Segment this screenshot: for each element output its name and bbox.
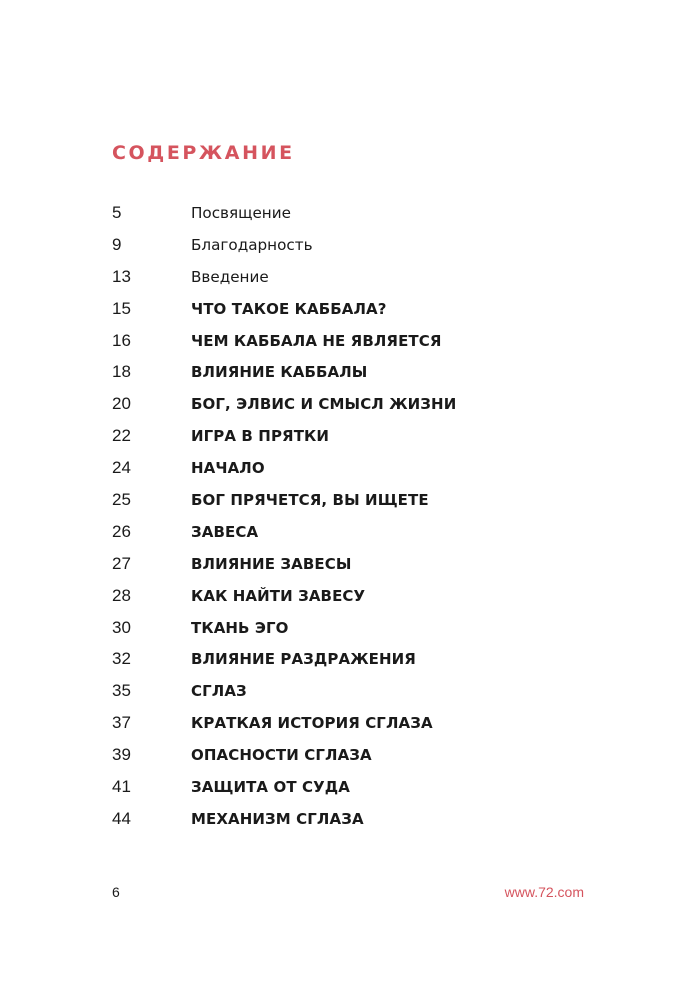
toc-entry bbox=[112, 548, 612, 580]
toc-page-number: 28 bbox=[112, 585, 131, 605]
toc-entry bbox=[112, 707, 612, 739]
toc-entry bbox=[112, 261, 612, 293]
toc-page-number: 25 bbox=[112, 490, 131, 510]
toc-page-number: 32 bbox=[112, 649, 131, 669]
toc-title: ЧЕМ КАББАЛА НЕ ЯВЛЯЕТСЯ bbox=[191, 331, 442, 350]
toc-entry bbox=[112, 229, 612, 261]
toc-entry bbox=[112, 325, 612, 357]
toc-page-number: 20 bbox=[112, 394, 131, 414]
toc-title: НАЧАЛО bbox=[191, 459, 265, 478]
toc-title: КРАТКАЯ ИСТОРИЯ СГЛАЗА bbox=[191, 714, 433, 733]
toc-title: ИГРА В ПРЯТКИ bbox=[191, 427, 330, 446]
toc-title: КАК НАЙТИ ЗАВЕСУ bbox=[191, 586, 366, 605]
toc-entry bbox=[112, 420, 612, 452]
toc-entry bbox=[112, 803, 612, 835]
toc-entry bbox=[112, 452, 612, 484]
toc-title: ВЛИЯНИЕ РАЗДРАЖЕНИЯ bbox=[191, 650, 416, 669]
toc-title: Благодарность bbox=[191, 235, 313, 254]
toc-entry bbox=[112, 739, 612, 771]
toc-entry bbox=[112, 580, 612, 612]
toc-title: ВЛИЯНИЕ ЗАВЕСЫ bbox=[191, 554, 352, 573]
toc-entry bbox=[112, 612, 612, 644]
toc-page-number: 44 bbox=[112, 808, 131, 828]
toc-page-number: 30 bbox=[112, 617, 131, 637]
toc-page-number: 39 bbox=[112, 745, 131, 765]
toc-page-number: 13 bbox=[112, 266, 131, 286]
toc-entry bbox=[112, 516, 612, 548]
toc-page-number: 24 bbox=[112, 458, 131, 478]
footer-url-link[interactable]: www.72.com bbox=[504, 884, 584, 900]
toc-title: Введение bbox=[191, 267, 269, 286]
toc-entry bbox=[112, 388, 612, 420]
toc-title: БОГ ПРЯЧЕТСЯ, ВЫ ИЩЕТЕ bbox=[191, 491, 429, 510]
toc-title: ЗАВЕСА bbox=[191, 522, 259, 541]
footer-page-number: 6 bbox=[112, 884, 120, 900]
toc-title: ОПАСНОСТИ СГЛАЗА bbox=[191, 746, 372, 765]
toc-title: Посвящение bbox=[191, 204, 291, 222]
page-title: СОДЕРЖАНИЕ bbox=[112, 142, 295, 164]
toc-page-number: 16 bbox=[112, 330, 131, 350]
toc-page-number: 27 bbox=[112, 553, 131, 573]
toc-page-number: 26 bbox=[112, 521, 131, 541]
toc-title: БОГ, ЭЛВИС И СМЫСЛ ЖИЗНИ bbox=[191, 395, 457, 414]
toc-page-number: 22 bbox=[112, 426, 131, 446]
toc-title: МЕХАНИЗМ СГЛАЗА bbox=[191, 809, 364, 828]
toc-entry bbox=[112, 771, 612, 803]
toc-page-number: 15 bbox=[112, 298, 131, 318]
toc-entry bbox=[112, 293, 612, 325]
toc-page-number: 41 bbox=[112, 777, 131, 797]
toc-entry bbox=[112, 643, 612, 675]
toc-page-number: 18 bbox=[112, 362, 131, 382]
table-of-contents bbox=[112, 197, 612, 835]
toc-title: СГЛАЗ bbox=[191, 682, 247, 701]
toc-entry bbox=[112, 484, 612, 516]
toc-title: ВЛИЯНИЕ КАББАЛЫ bbox=[191, 363, 368, 382]
toc-page-number: 5 bbox=[112, 203, 122, 222]
toc-title: ЗАЩИТА ОТ СУДА bbox=[191, 778, 350, 797]
toc-page-number: 35 bbox=[112, 681, 131, 701]
toc-page-number: 37 bbox=[112, 713, 131, 733]
toc-entry bbox=[112, 197, 612, 229]
toc-page-number: 9 bbox=[112, 234, 122, 254]
toc-title: ЧТО ТАКОЕ КАББАЛА? bbox=[191, 299, 387, 318]
toc-title: ТКАНЬ ЭГО bbox=[191, 618, 289, 637]
toc-entry bbox=[112, 675, 612, 707]
toc-entry bbox=[112, 356, 612, 388]
